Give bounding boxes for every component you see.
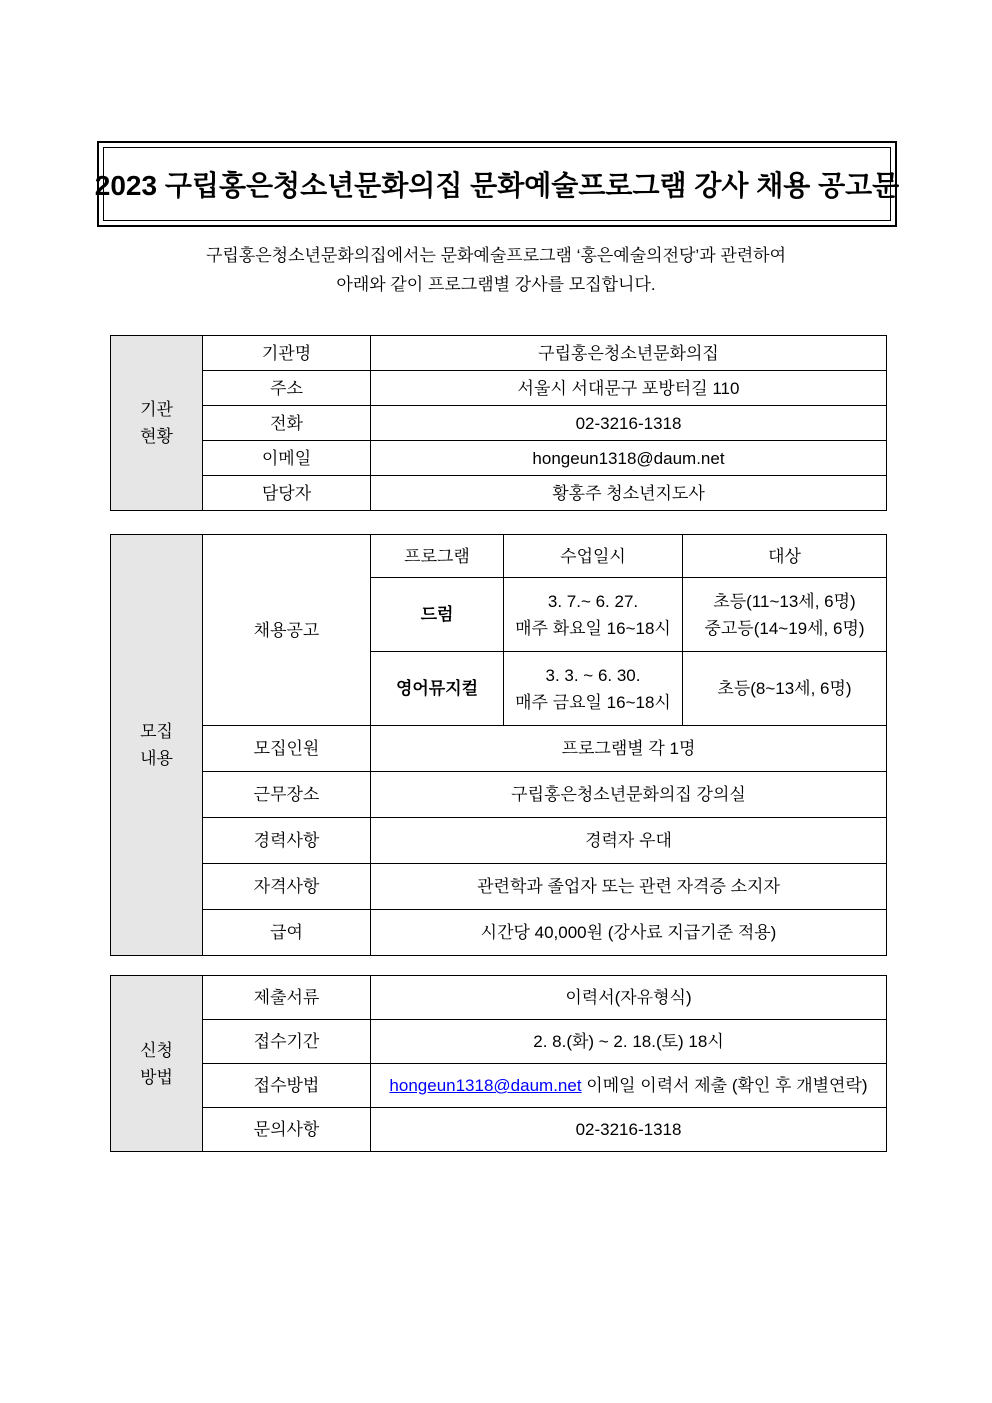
table-row xyxy=(111,1108,887,1152)
title-box-inner xyxy=(94,147,900,221)
org-row-label-phone: 전화 xyxy=(203,406,371,441)
recruit-row-value-qualification: 관련학과 졸업자 또는 관련 자격증 소지자 xyxy=(371,864,887,910)
recruit-row-label-workplace: 근무장소 xyxy=(203,772,371,818)
intro-paragraph xyxy=(0,241,992,299)
apply-row-label-documents: 제출서류 xyxy=(203,976,371,1020)
org-info-table xyxy=(110,335,887,511)
table-row xyxy=(111,441,887,476)
apply-info-table xyxy=(110,975,887,1152)
table-row xyxy=(111,726,887,772)
apply-method-text: 이메일 이력서 제출 (확인 후 개별연락) xyxy=(581,1076,868,1095)
apply-row-value-inquiry: 02-3216-1318 xyxy=(371,1108,887,1152)
table-row xyxy=(111,1064,887,1108)
apply-row-label-inquiry: 문의사항 xyxy=(203,1108,371,1152)
program-schedule-english-musical: 3. 3. ~ 6. 30. 매주 금요일 16~18시 xyxy=(504,652,683,726)
org-row-value-institution: 구립홍은청소년문화의집 xyxy=(371,336,887,371)
org-section-label-line2: 현황 xyxy=(140,427,173,446)
program-name-drum: 드럼 xyxy=(371,578,504,652)
schedule-header: 수업일시 xyxy=(504,535,683,578)
apply-row-value-period: 2. 8.(화) ~ 2. 18.(토) 18시 xyxy=(371,1020,887,1064)
apply-section-label-line1: 신청 xyxy=(140,1040,173,1060)
apply-section-label xyxy=(111,976,203,1152)
recruit-row-label-experience: 경력사항 xyxy=(203,818,371,864)
intro-line-1: 구립홍은청소년문화의집에서는 문화예술프로그램 ‘홍은예술의전당’과 관련하여 xyxy=(205,246,787,265)
apply-row-label-period: 접수기간 xyxy=(203,1020,371,1064)
org-row-label-institution: 기관명 xyxy=(203,336,371,371)
recruit-row-value-experience: 경력자 우대 xyxy=(371,818,887,864)
email-link[interactable]: hongeun1318@daum.net xyxy=(389,1076,582,1095)
recruit-section-label-line2: 내용 xyxy=(140,749,173,768)
table-row xyxy=(111,336,887,371)
table-row xyxy=(111,1020,887,1064)
recruit-section-label-line1: 모집 xyxy=(140,722,173,741)
recruit-row-label-qualification: 자격사항 xyxy=(203,864,371,910)
document-title: 2023 구립홍은청소년문화의집 문화예술프로그램 강사 채용 공고문 xyxy=(94,170,900,201)
table-row xyxy=(111,864,887,910)
table-row xyxy=(111,535,887,578)
table-row xyxy=(111,772,887,818)
apply-row-value-documents: 이력서(자유형식) xyxy=(371,976,887,1020)
table-row xyxy=(111,910,887,956)
program-name-english-musical: 영어뮤지컬 xyxy=(371,652,504,726)
org-row-value-address: 서울시 서대문구 포방터길 110 xyxy=(371,371,887,406)
org-row-label-contact-person: 담당자 xyxy=(203,476,371,511)
program-target-drum: 초등(11~13세, 6명) 중고등(14~19세, 6명) xyxy=(683,578,887,652)
program-header: 프로그램 xyxy=(371,535,504,578)
org-row-label-address: 주소 xyxy=(203,371,371,406)
apply-row-value-method xyxy=(371,1064,887,1108)
recruit-row-label-pay: 급여 xyxy=(203,910,371,956)
org-row-value-contact-person: 황홍주 청소년지도사 xyxy=(371,476,887,511)
org-row-value-phone: 02-3216-1318 xyxy=(371,406,887,441)
title-box xyxy=(94,141,900,227)
document-page xyxy=(0,141,992,1152)
table-row xyxy=(111,976,887,1020)
apply-section-label-line2: 방법 xyxy=(140,1067,173,1087)
org-row-value-email: hongeun1318@daum.net xyxy=(371,441,887,476)
table-row xyxy=(111,406,887,441)
recruit-row-value-pay: 시간당 40,000원 (강사료 지급기준 적용) xyxy=(371,910,887,956)
recruit-row-label-headcount: 모집인원 xyxy=(203,726,371,772)
org-section-label xyxy=(111,336,203,511)
program-target-english-musical: 초등(8~13세, 6명) xyxy=(683,652,887,726)
program-schedule-drum: 3. 7.~ 6. 27. 매주 화요일 16~18시 xyxy=(504,578,683,652)
recruit-row-value-headcount: 프로그램별 각 1명 xyxy=(371,726,887,772)
table-row xyxy=(111,818,887,864)
recruit-row-value-workplace: 구립홍은청소년문화의집 강의실 xyxy=(371,772,887,818)
recruit-info-table xyxy=(110,534,887,956)
target-header: 대상 xyxy=(683,535,887,578)
table-row xyxy=(111,476,887,511)
intro-line-2: 아래와 같이 프로그램별 강사를 모집합니다. xyxy=(336,275,656,294)
apply-row-label-method: 접수방법 xyxy=(203,1064,371,1108)
table-row xyxy=(111,371,887,406)
job-posting-label: 채용공고 xyxy=(203,535,371,726)
recruit-section-label xyxy=(111,535,203,956)
org-section-label-line1: 기관 xyxy=(140,400,173,419)
org-row-label-email: 이메일 xyxy=(203,441,371,476)
